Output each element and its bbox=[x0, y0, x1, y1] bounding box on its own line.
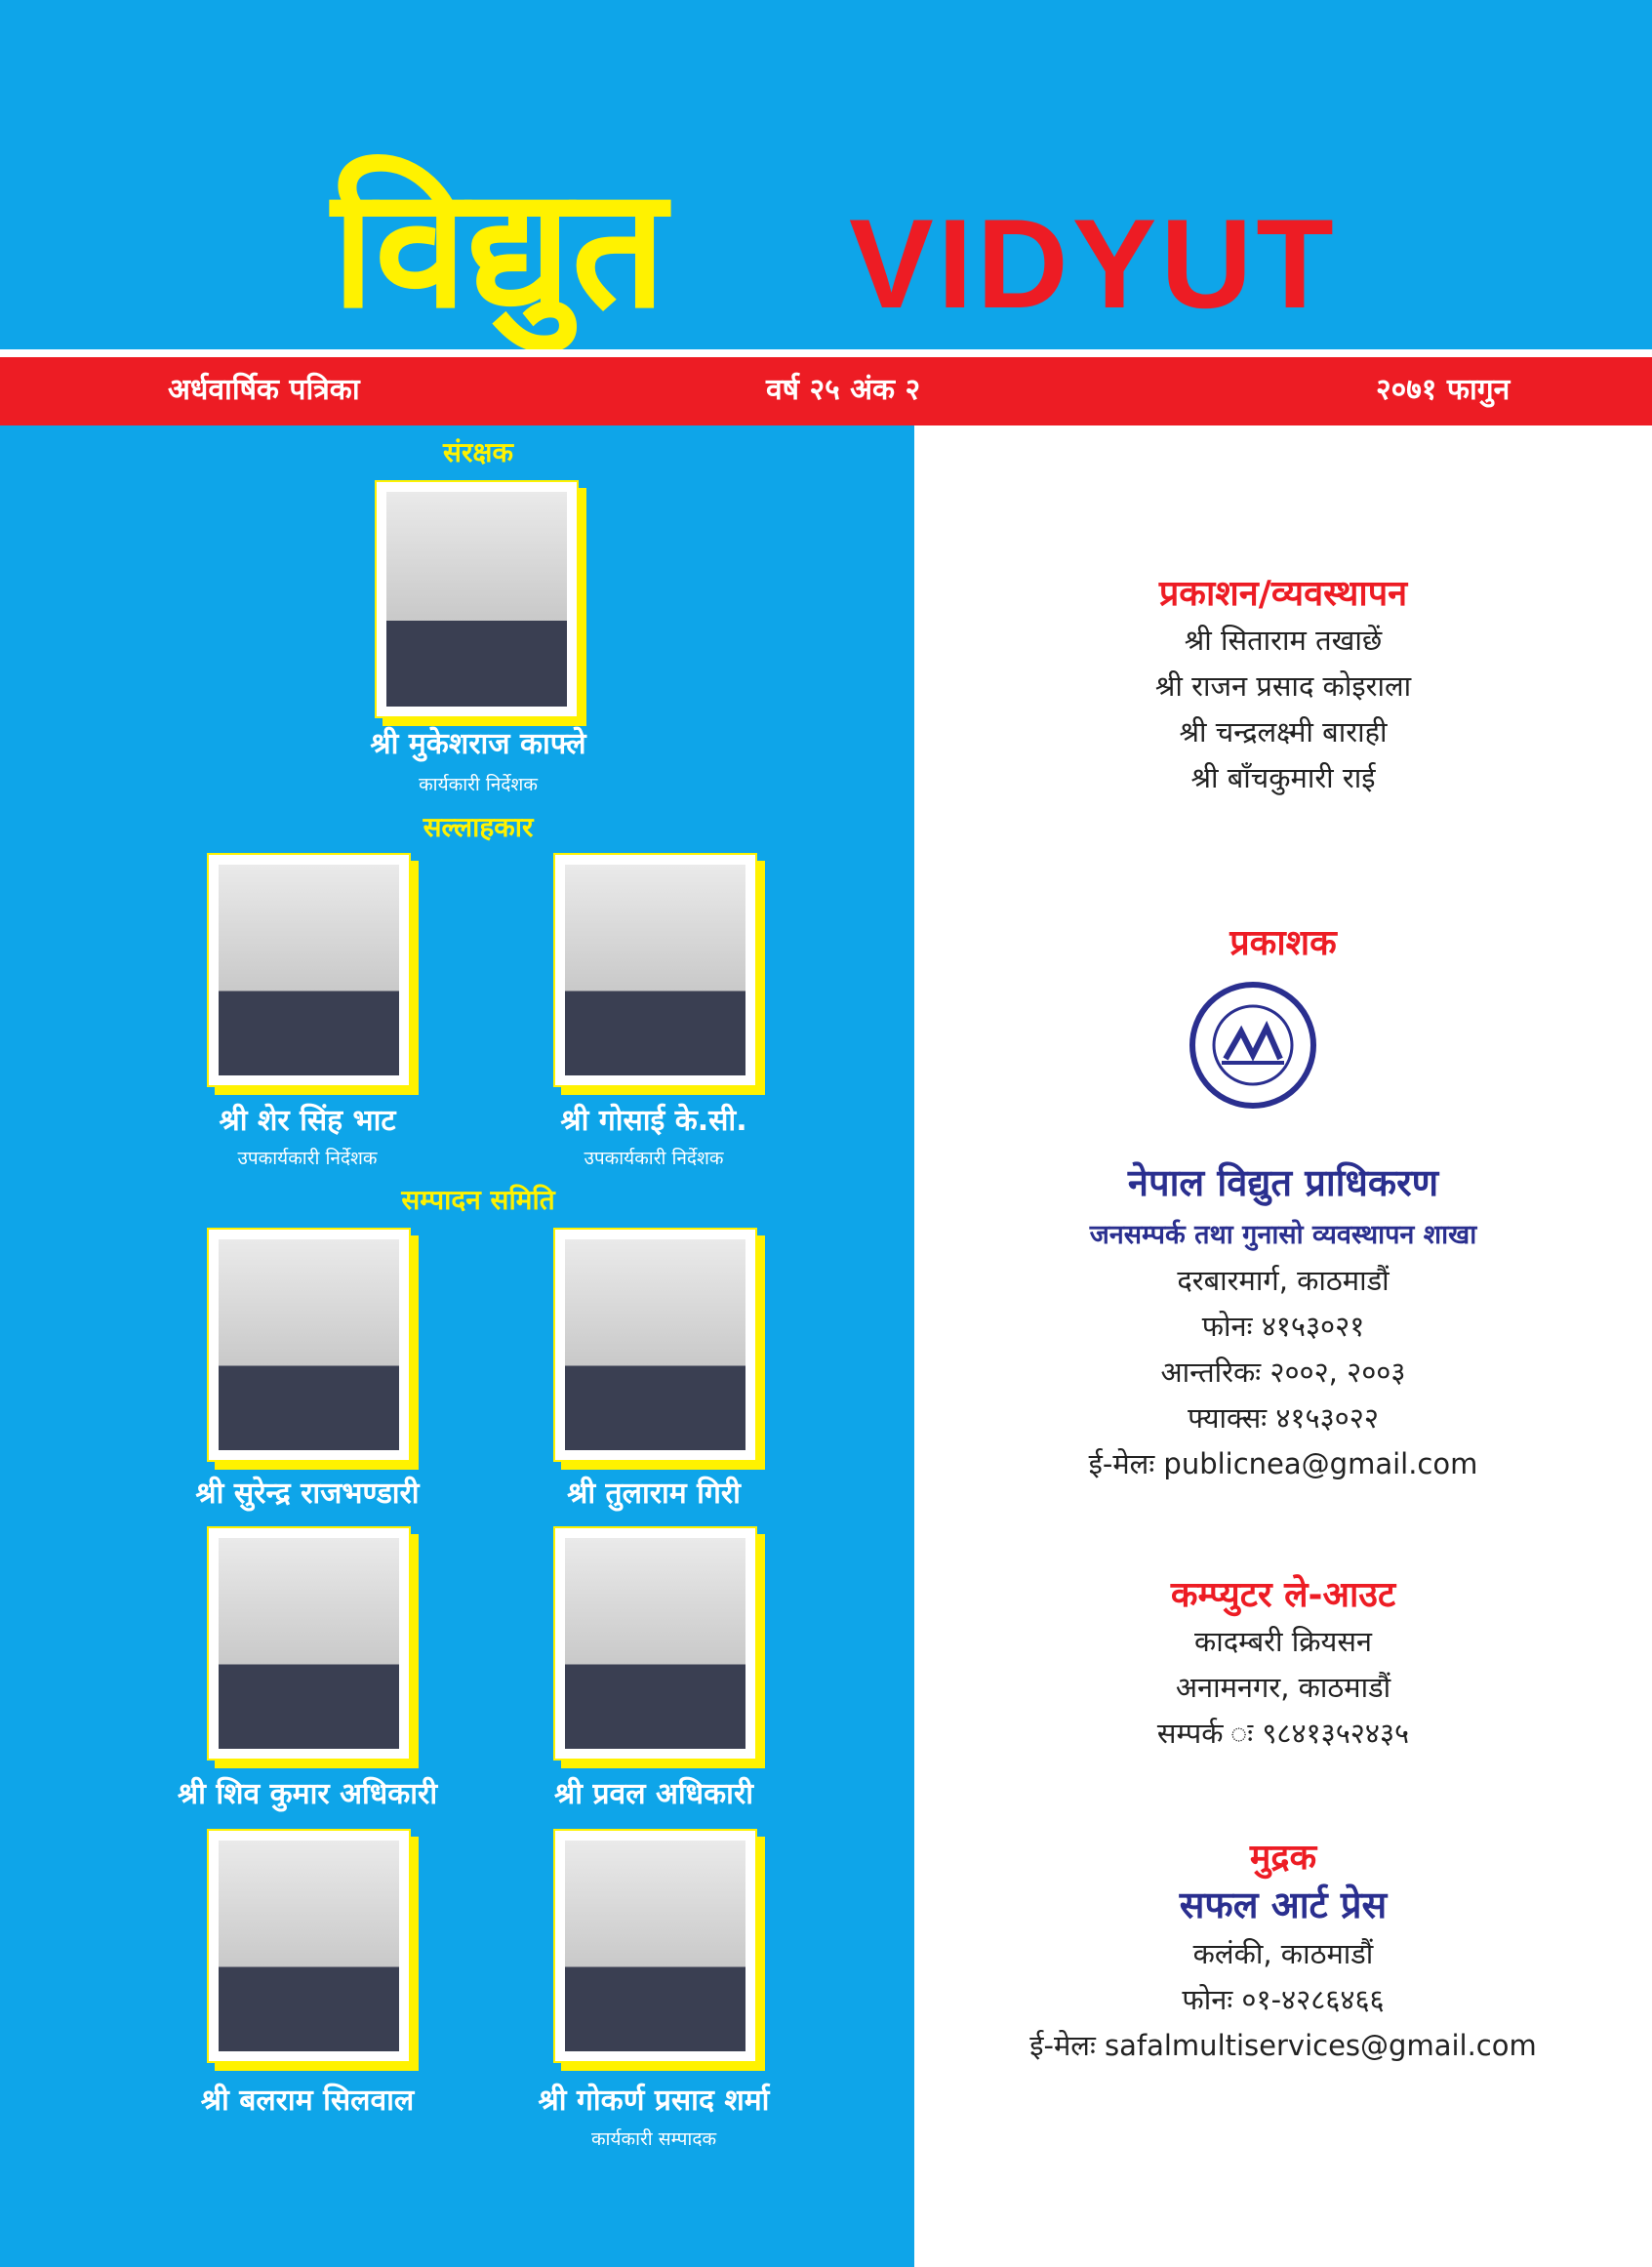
org-email: ई-मेलः publicnea@gmail.com bbox=[1088, 1447, 1478, 1480]
advisors-heading: सल्लाहकार bbox=[423, 811, 534, 843]
editorial-photo bbox=[207, 1829, 411, 2063]
layout-contact: सम्पर्क ः ९८४१३५२४३५ bbox=[1156, 1717, 1410, 1750]
org-extension: आन्तरिकः २००२, २००३ bbox=[1160, 1356, 1406, 1389]
advisor-role: उपकार्यकारी निर्देशक bbox=[237, 1148, 378, 1169]
layout-heading: कम्प्युटर ले-आउट bbox=[1170, 1575, 1396, 1615]
org-address: दरबारमार्ग, काठमाडौं bbox=[1177, 1264, 1390, 1297]
editorial-name: श्री सुरेन्द्र राजभण्डारी bbox=[195, 1477, 420, 1511]
patron-role: कार्यकारी निर्देशक bbox=[419, 774, 538, 795]
advisor-name: श्री शेर सिंह भाट bbox=[219, 1104, 396, 1138]
printer-phone: फोनः ०१-४२८६४६६ bbox=[1182, 1983, 1385, 2016]
editorial-photo bbox=[553, 1829, 757, 2063]
editorial-name: श्री गोकर्ण प्रसाद शर्मा bbox=[538, 2084, 770, 2118]
printer-heading: मुद्रक bbox=[1249, 1838, 1317, 1878]
publication-name: श्री चन्द्रलक्ष्मी बाराही bbox=[1179, 715, 1388, 749]
patron-heading: संरक्षक bbox=[443, 436, 513, 468]
advisor-photo bbox=[553, 853, 757, 1087]
layout-address: अनामनगर, काठमाडौं bbox=[1175, 1671, 1391, 1704]
title-english: VIDYUT bbox=[849, 192, 1338, 335]
nea-seal bbox=[1189, 981, 1317, 1110]
editorial-photo bbox=[207, 1228, 411, 1462]
publication-name: श्री सिताराम तखाछें bbox=[1184, 624, 1383, 657]
title-nepali: विद्युत bbox=[332, 152, 666, 345]
editorial-photo bbox=[207, 1526, 411, 1761]
org-name: नेपाल विद्युत प्राधिकरण bbox=[1127, 1161, 1439, 1204]
frequency-label: अर्धवार्षिक पत्रिका bbox=[168, 373, 360, 407]
editorial-role: कार्यकारी सम्पादक bbox=[590, 2128, 717, 2150]
org-phone: फोनः ४१५३०२१ bbox=[1201, 1310, 1365, 1343]
editorial-name: श्री शिव कुमार अधिकारी bbox=[177, 1777, 438, 1811]
divider bbox=[0, 349, 1652, 357]
editorial-photo bbox=[553, 1526, 757, 1761]
printer-address: कलंकी, काठमाडौं bbox=[1192, 1937, 1374, 1970]
publication-heading: प्रकाशन/व्यवस्थापन bbox=[1158, 574, 1408, 614]
advisor-photo bbox=[207, 853, 411, 1087]
layout-studio: कादम्बरी क्रियसन bbox=[1193, 1625, 1373, 1658]
org-fax: फ्याक्सः ४१५३०२२ bbox=[1188, 1401, 1379, 1435]
publication-name: श्री राजन प्रसाद कोइराला bbox=[1154, 669, 1412, 703]
volume-label: वर्ष २५ अंक २ bbox=[766, 373, 921, 407]
editorial-name: श्री प्रवल अधिकारी bbox=[554, 1777, 753, 1811]
committee-panel bbox=[0, 425, 914, 2267]
editorial-heading: सम्पादन समिति bbox=[401, 1184, 555, 1216]
advisor-role: उपकार्यकारी निर्देशक bbox=[584, 1148, 724, 1169]
printer-email: ई-मेलः safalmultiservices@gmail.com bbox=[1029, 2029, 1537, 2062]
editorial-name: श्री तुलाराम गिरी bbox=[567, 1477, 741, 1511]
editorial-name: श्री बलराम सिलवाल bbox=[200, 2084, 415, 2118]
advisor-name: श्री गोसाई के.सी. bbox=[560, 1104, 747, 1138]
publication-name: श्री बाँचकुमारी राई bbox=[1190, 761, 1376, 794]
printer-name: सफल आर्ट प्रेस bbox=[1179, 1883, 1388, 1926]
publisher-heading: प्रकाशक bbox=[1229, 923, 1337, 963]
org-branch: जनसम्पर्क तथा गुनासो व्यवस्थापन शाखा bbox=[1089, 1220, 1477, 1250]
editorial-photo bbox=[553, 1228, 757, 1462]
issue-date: २०७१ फागुन bbox=[1376, 373, 1511, 407]
masthead bbox=[0, 0, 1652, 351]
issue-band bbox=[0, 357, 1652, 425]
patron-name: श्री मुकेशराज काफ्ले bbox=[370, 727, 586, 761]
patron-photo bbox=[375, 480, 579, 718]
